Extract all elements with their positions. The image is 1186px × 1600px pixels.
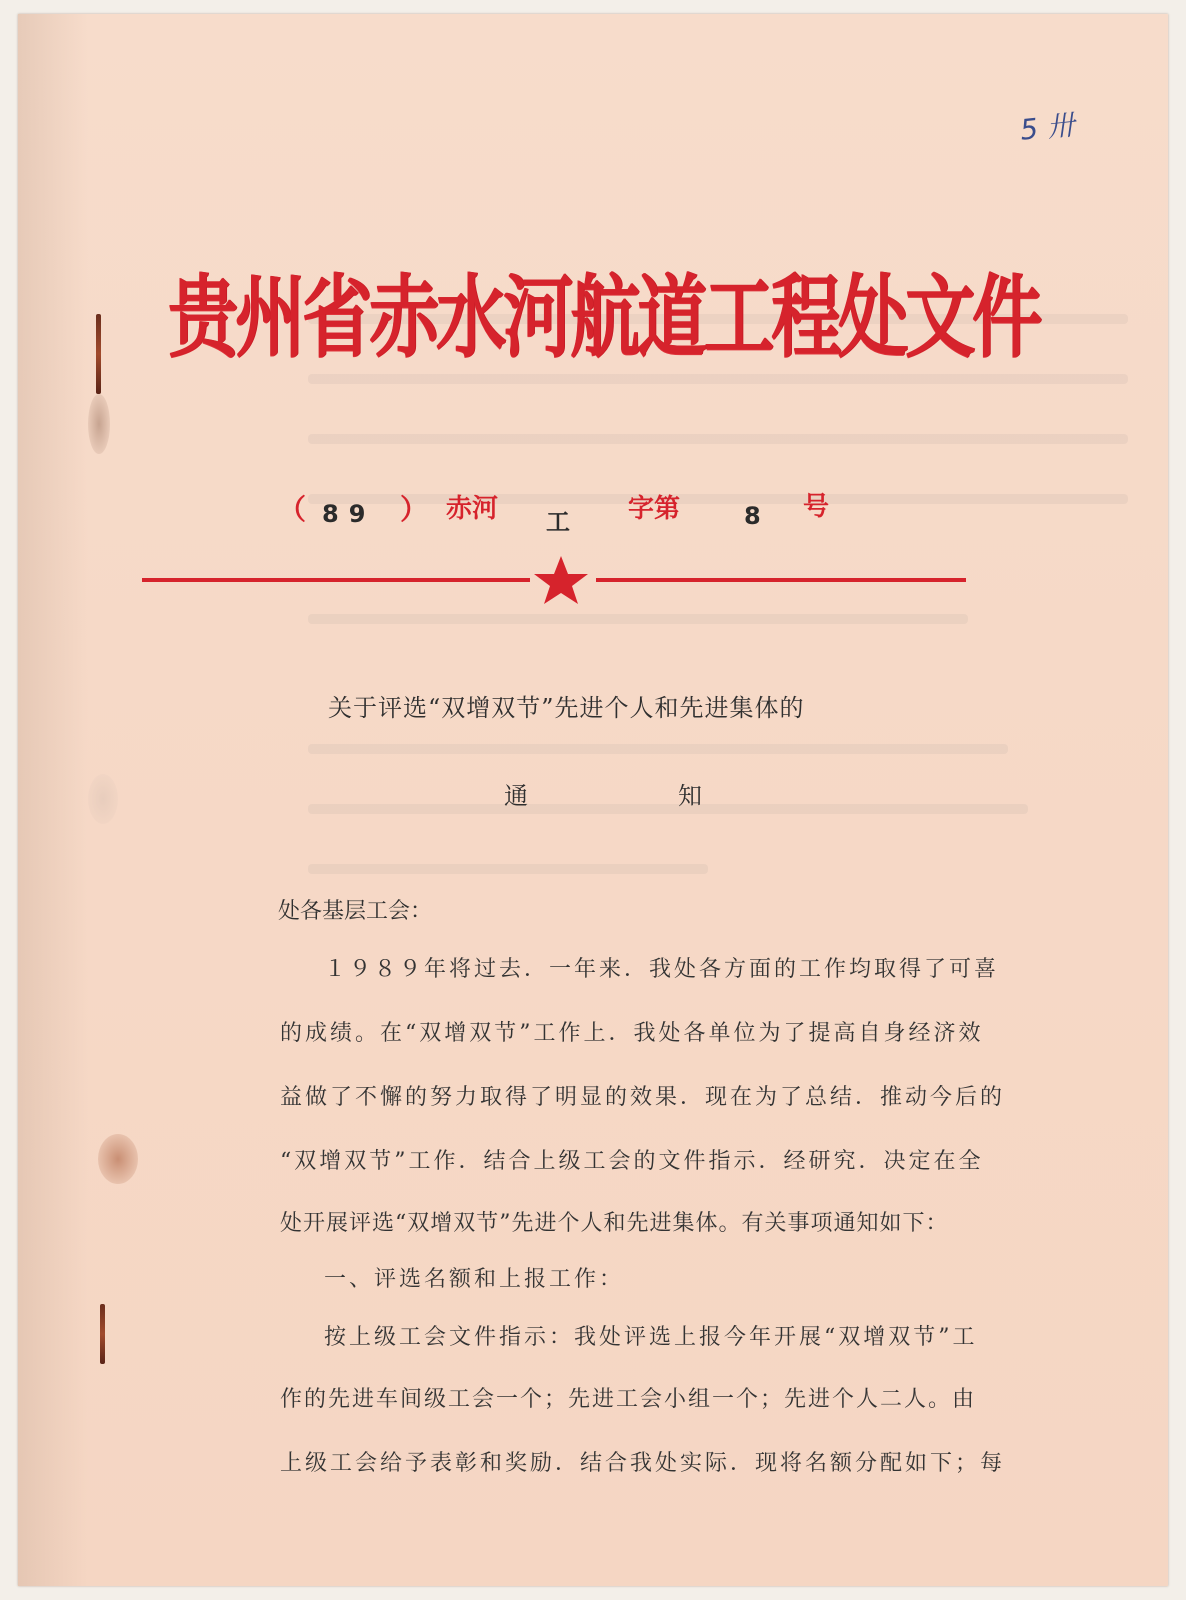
letterhead-title: 贵州省赤水河航道工程处文件 bbox=[168, 265, 1039, 371]
red-divider-left bbox=[142, 578, 530, 582]
binding-hole bbox=[88, 394, 110, 454]
body-line: “双增双节”工作．结合上级工会的文件指示．经研究．决定在全 bbox=[280, 1149, 984, 1174]
doc-number-type: 工 bbox=[546, 508, 570, 536]
rust-staple-mark bbox=[96, 314, 101, 394]
handwritten-page-number: 5 卅 bbox=[1018, 108, 1077, 147]
bleed-through-line bbox=[308, 744, 1008, 754]
document-number bbox=[278, 486, 898, 536]
notice-title: 关于评选“双增双节”先进个人和先进集体的 bbox=[328, 694, 805, 722]
binding-hole bbox=[88, 774, 118, 824]
doc-number-hao: 号 bbox=[803, 492, 830, 522]
doc-number-open-paren: （ bbox=[278, 493, 307, 526]
body-line: １９８９年将过去．一年来．我处各方面的工作均取得了可喜 bbox=[324, 957, 1000, 982]
rust-stain bbox=[98, 1134, 138, 1184]
body-line: 作的先进车间级工会一个；先进工会小组一个；先进个人二人。由 bbox=[280, 1387, 977, 1412]
section-heading: 一、评选名额和上报工作： bbox=[324, 1267, 625, 1292]
doc-number-year: 89 bbox=[322, 500, 376, 528]
document-page bbox=[18, 14, 1168, 1586]
body-line: 处开展评选“双增双节”先进个人和先进集体。有关事项通知如下： bbox=[280, 1211, 949, 1236]
body-line: 按上级工会文件指示：我处评选上报今年开展“双增双节”工 bbox=[324, 1325, 978, 1350]
doc-number-close-paren: ） bbox=[400, 493, 429, 526]
body-line: 益做了不懈的努力取得了明显的效果．现在为了总结．推动今后的 bbox=[280, 1085, 1006, 1110]
bleed-through-line bbox=[308, 614, 968, 624]
red-divider-right bbox=[596, 578, 966, 582]
body-line: 的成绩。在“双增双节”工作上．我处各单位为了提高自身经济效 bbox=[280, 1021, 984, 1046]
bleed-through-line bbox=[308, 434, 1128, 444]
doc-number-org: 赤河 bbox=[446, 494, 499, 524]
rust-staple-mark bbox=[100, 1304, 105, 1364]
notice-salutation: 处各基层工会： bbox=[278, 899, 433, 924]
doc-number-value: 8 bbox=[744, 502, 761, 530]
bleed-through-line bbox=[308, 864, 708, 874]
body-line: 上级工会给予表彰和奖励．结合我处实际．现将名额分配如下；每 bbox=[280, 1451, 1006, 1476]
doc-number-zi-di: 字第 bbox=[628, 494, 681, 524]
bleed-through-line bbox=[308, 374, 1128, 384]
red-star-icon bbox=[530, 554, 592, 606]
notice-subtitle: 通知 bbox=[504, 782, 852, 810]
